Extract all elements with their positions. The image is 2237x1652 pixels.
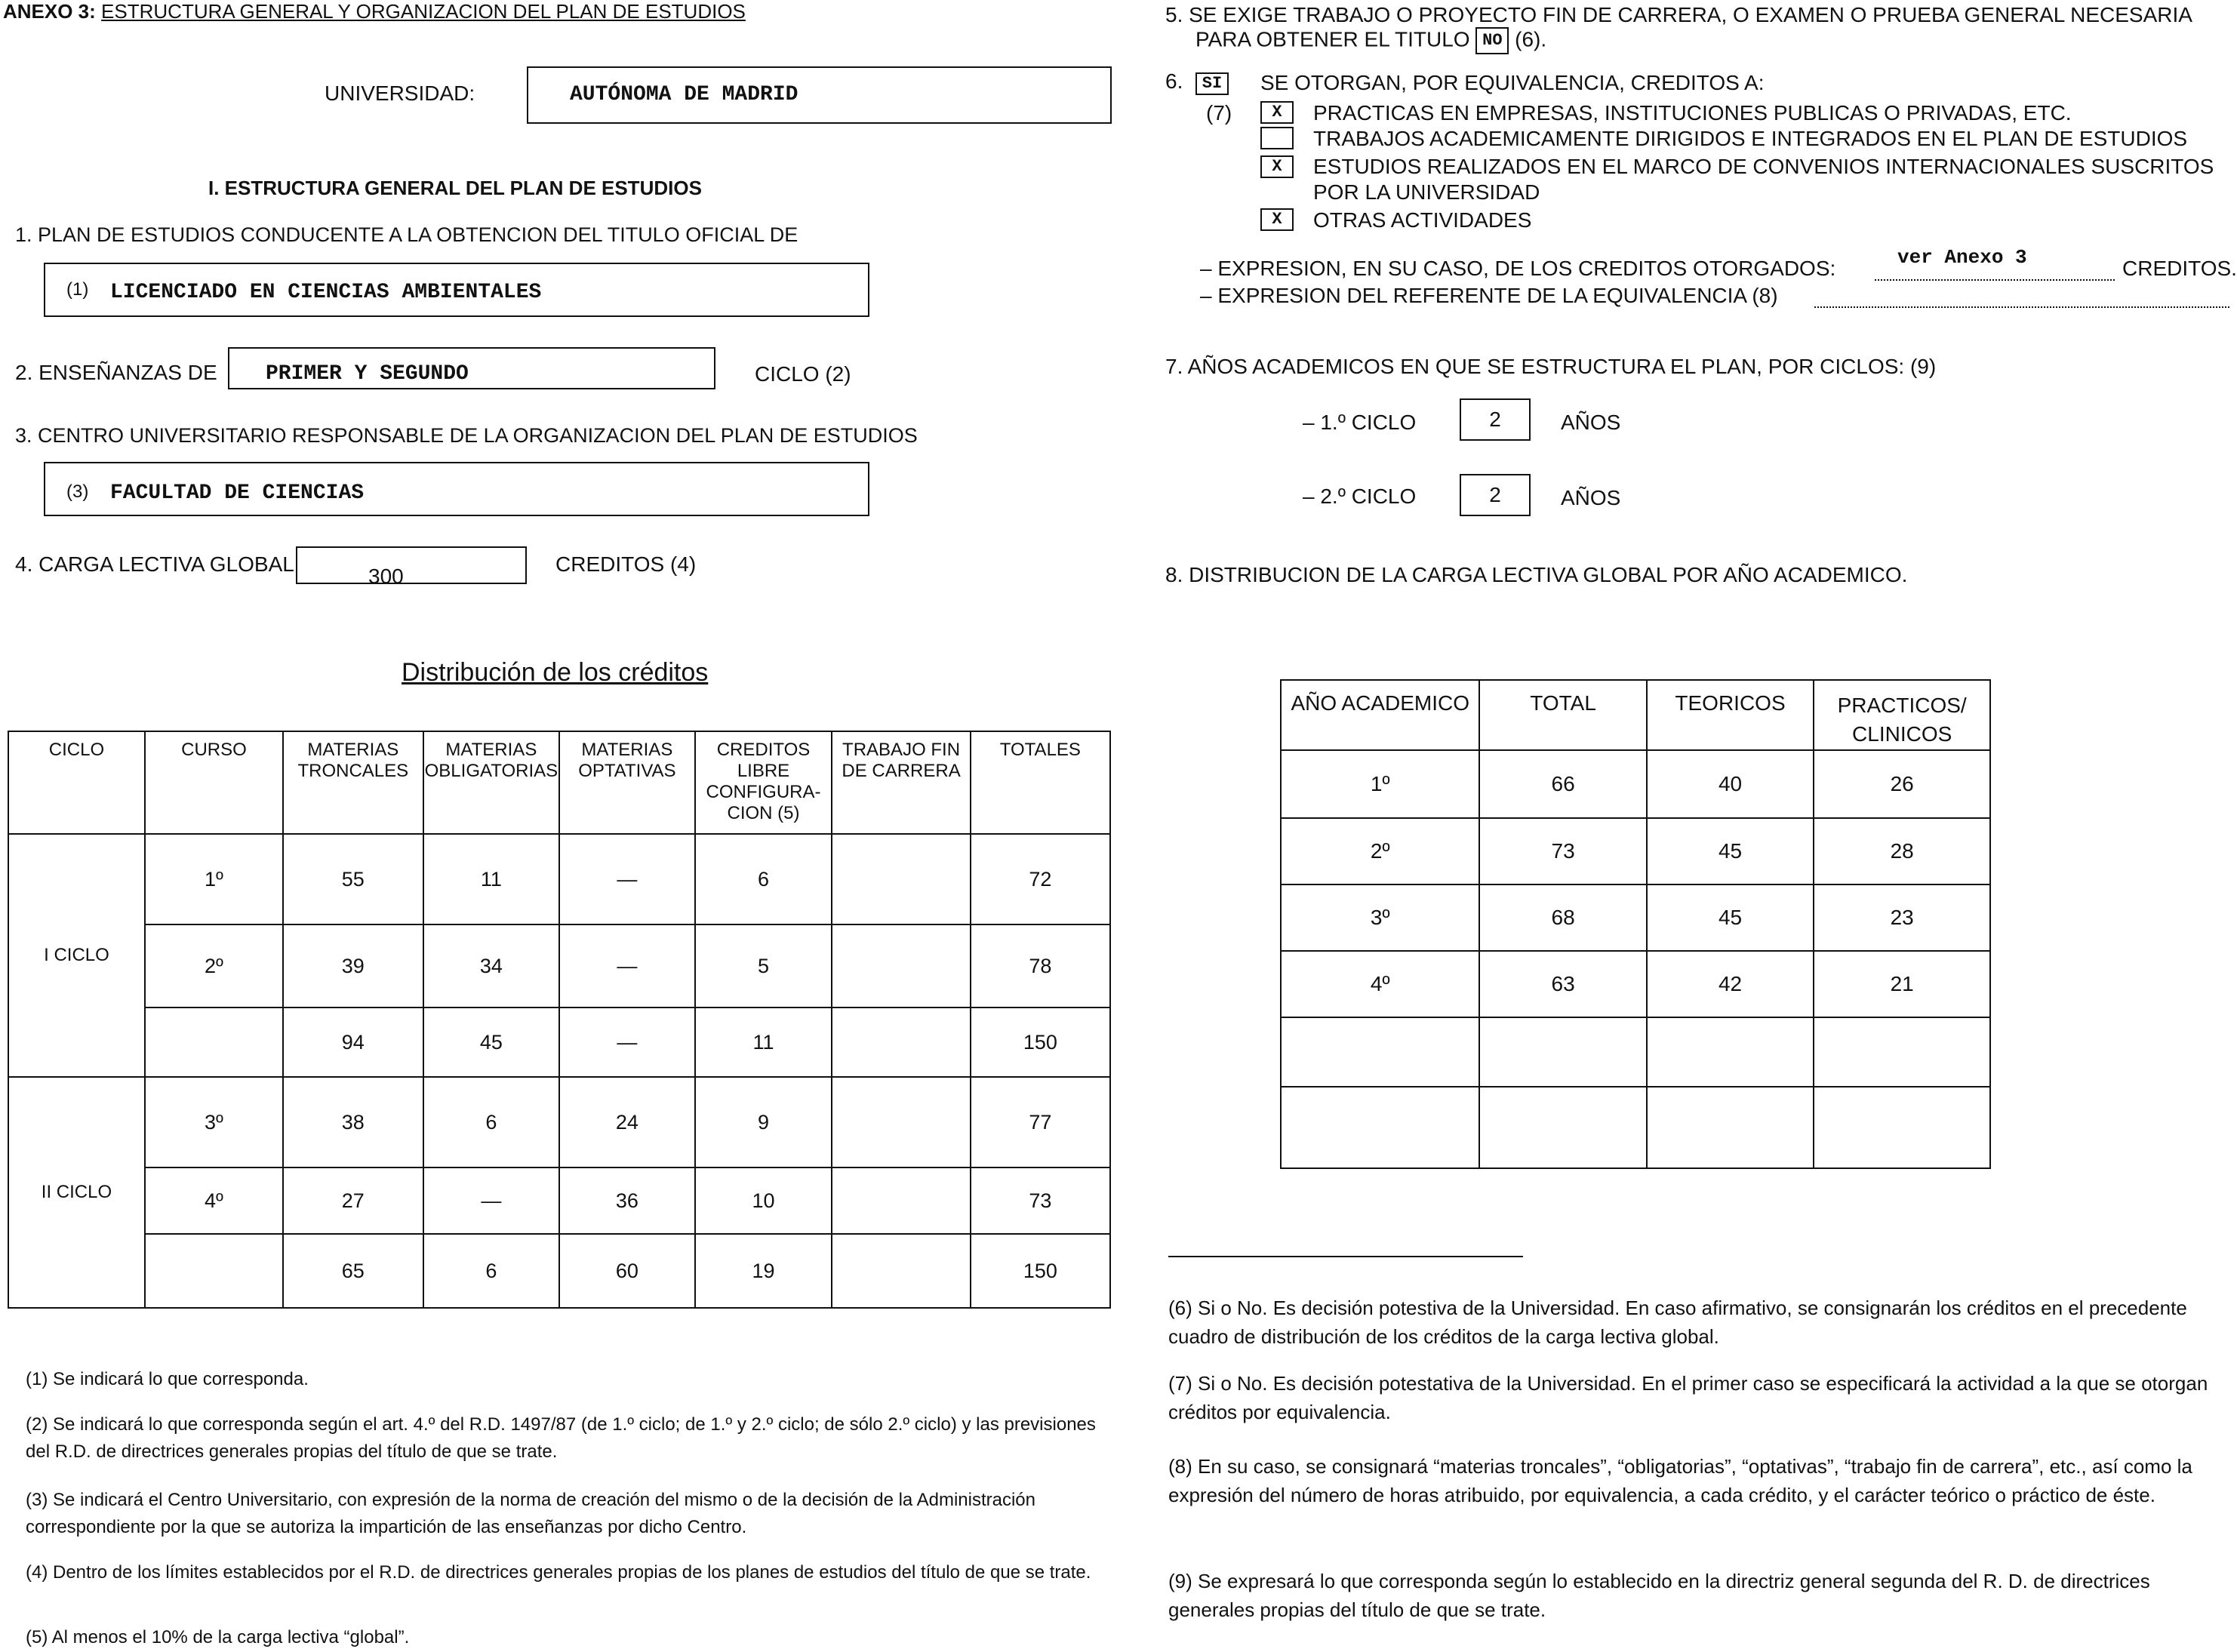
item7-label: 7. AÑOS ACADEMICOS EN QUE SE ESTRUCTURA EL PLAN, POR CICLOS: (9) [1165,355,1937,378]
table-cell: 45 [1647,884,1814,951]
table-cell: 3º [145,1077,283,1167]
footnote: (7) Si o No. Es decisión potestativa de la Universidad. En el primer caso se especificará la actividad a la que se otorgan créditos por equivalencia. [1168,1372,2208,1423]
option-label: ESTUDIOS REALIZADOS EN EL MARCO DE CONVENIOS INTERNACIONALES SUSCRITOS POR LA UNIVERSIDAD [1313,155,2214,204]
table-cell: 9 [695,1077,832,1167]
universidad-value: AUTÓNOMA DE MADRID [570,83,798,106]
ciclo1-years-box [1460,398,1531,441]
option-checkbox [1260,127,1294,149]
item2-suffix: CICLO (2) [755,362,851,386]
footnote: (5) Al menos el 10% de la carga lectiva “global”. [26,1627,410,1647]
table-cell: 5 [695,924,832,1008]
table-row [8,1008,1110,1077]
ciclo1-unit: AÑOS [1561,411,1621,434]
col-header: MATERIAS OBLIGATORIAS [423,731,560,834]
table-cell [1647,1087,1814,1168]
table-cell: 73 [971,1167,1110,1234]
table-cell: 72 [971,834,1110,924]
expr1-label: – EXPRESION, EN SU CASO, DE LOS CREDITOS OTORGADOS: [1200,257,1836,280]
footnote: (4) Dentro de los límites establecidos por el R.D. de directrices generales propias de los planes de estudios del título de que se trate. [26,1562,1091,1583]
table-cell: 36 [559,1167,695,1234]
col-header: CURSO [145,731,283,834]
table-row [1281,818,1990,884]
col-header: PRACTICOS/ CLINICOS [1814,680,1990,750]
table-row [8,1077,1110,1167]
table-cell: 2º [145,924,283,1008]
table-cell: 150 [971,1234,1110,1308]
expr2-dots [1814,285,2229,308]
table-cell: 94 [283,1008,423,1077]
table-cell: 77 [971,1077,1110,1167]
item2-label: 2. ENSEÑANZAS DE [15,361,217,384]
item5-ref: (6). [1515,27,1547,51]
item4-label: 4. CARGA LECTIVA GLOBAL [15,552,294,576]
ciclo-cell: II CICLO [8,1077,145,1308]
item4-suffix: CREDITOS (4) [555,552,697,576]
option-checkbox: X [1260,155,1294,178]
item2-value: PRIMER Y SEGUNDO [266,362,469,386]
table-row [8,1234,1110,1308]
item3-ref: (3) [66,481,89,502]
annex-title: ESTRUCTURA GENERAL Y ORGANIZACION DEL PLAN DE ESTUDIOS [101,0,746,23]
table-cell: 23 [1814,884,1990,951]
table-cell [832,1167,970,1234]
table-cell: — [559,924,695,1008]
item8-label: 8. DISTRIBUCION DE LA CARGA LECTIVA GLOBAL POR AÑO ACADEMICO. [1165,563,1908,586]
item1-value: LICENCIADO EN CIENCIAS AMBIENTALES [110,281,542,304]
table-cell: 11 [695,1008,832,1077]
universidad-box [527,66,1112,124]
item5-answer-box: NO [1475,27,1509,54]
ciclo-cell: I CICLO [8,834,145,1077]
table-cell [145,1234,283,1308]
ciclo2-years: 2 [1489,483,1501,506]
ciclo2-years-box [1460,474,1531,516]
table-cell: 27 [283,1167,423,1234]
item1-label: 1. PLAN DE ESTUDIOS CONDUCENTE A LA OBTENCION DEL TITULO OFICIAL DE [15,223,798,246]
col-header: AÑO ACADEMICO [1281,680,1479,750]
item1-ref: (1) [66,279,89,300]
table-cell [832,1008,970,1077]
table-cell: 55 [283,834,423,924]
section-title: I. ESTRUCTURA GENERAL DEL PLAN DE ESTUDIOS [208,177,702,199]
distribution-header-row [8,731,1110,834]
table-cell: 38 [283,1077,423,1167]
footnote: (1) Se indicará lo que corresponda. [26,1369,309,1389]
item6-num: 6. [1165,69,1183,93]
item3-label: 3. CENTRO UNIVERSITARIO RESPONSABLE DE LA ORGANIZACION DEL PLAN DE ESTUDIOS [15,424,918,447]
item5-line1: 5. SE EXIGE TRABAJO O PROYECTO FIN DE CARRERA, O EXAMEN O PRUEBA GENERAL NECESARIA [1165,3,2192,26]
table-cell: 78 [971,924,1110,1008]
table-cell [1281,1017,1479,1087]
footnote: (6) Si o No. Es decisión potestiva de la Universidad. En caso afirmativo, se consignarán los créditos en el precedente cuadro de distribución de los créditos de la carga lectiva global. [1168,1297,2187,1348]
table-row [8,1167,1110,1234]
footnote: (3) Se indicará el Centro Universitario, con expresión de la norma de creación del mismo o de la decisión de la Administración correspondiente por la que se autoriza la impartición de las enseñanzas por dicho Centro. [26,1490,1035,1537]
option-checkbox: X [1260,208,1294,231]
option-label: TRABAJOS ACADEMICAMENTE DIRIGIDOS E INTEGRADOS EN EL PLAN DE ESTUDIOS [1313,127,2188,150]
item3-value: FACULTAD DE CIENCIAS [110,481,365,505]
table-cell: 40 [1647,750,1814,818]
footnote: (8) En su caso, se consignará “materias troncales”, “obligatorias”, “optativas”, “trabajo fin de carrera”, etc., así como la expresión del número de horas atribuido, por equivalencia, a cada crédito, y el carácter teórico o práctico de éste. [1168,1455,2192,1506]
table-cell [1479,1017,1646,1087]
table-cell: — [559,834,695,924]
table-cell [1647,1017,1814,1087]
table-cell [832,834,970,924]
table-cell: 42 [1647,951,1814,1017]
distribution-table [8,731,1111,1309]
table-cell: 24 [559,1077,695,1167]
table-cell: 66 [1479,750,1646,818]
ciclo1-years: 2 [1489,408,1501,431]
table-cell: 45 [423,1008,560,1077]
option-label: OTRAS ACTIVIDADES [1313,208,1532,232]
ciclo2-label: – 2.º CICLO [1303,485,1417,508]
table-cell [1814,1087,1990,1168]
table-cell: 26 [1814,750,1990,818]
table-cell: — [559,1008,695,1077]
ciclo2-unit: AÑOS [1561,486,1621,509]
col-header: MATERIAS OPTATIVAS [559,731,695,834]
option-label: PRACTICAS EN EMPRESAS, INSTITUCIONES PUBLICAS O PRIVADAS, ETC. [1313,101,2072,125]
table-cell [832,924,970,1008]
item1-box [44,263,869,317]
annex-header [3,0,746,23]
table-cell: 6 [695,834,832,924]
table-row [1281,1017,1990,1087]
table-cell: 4º [1281,951,1479,1017]
table-cell: 11 [423,834,560,924]
ciclo1-label: – 1.º CICLO [1303,411,1417,434]
table-cell: 6 [423,1077,560,1167]
table-cell: 73 [1479,818,1646,884]
table-cell [832,1234,970,1308]
distribution-title: Distribución de los créditos [402,658,709,687]
item2-box [228,347,715,389]
table-row [8,924,1110,1008]
table-row [1281,1087,1990,1168]
item6-label: SE OTORGAN, POR EQUIVALENCIA, CREDITOS A: [1260,71,1765,94]
table-cell: 1º [1281,750,1479,818]
footnote: (9) Se expresará lo que corresponda según lo establecido en la directriz general segunda del R. D. de directrices generales propias del título de que se trate. [1168,1570,2150,1621]
expr1-suffix: CREDITOS. [2122,257,2237,280]
table-cell [832,1077,970,1167]
table-cell [1814,1017,1990,1087]
item5-label: PARA OBTENER EL TITULO [1195,27,1470,51]
table-cell [1281,1087,1479,1168]
footnote: (2) Se indicará lo que corresponda según el art. 4.º del R.D. 1497/87 (de 1.º ciclo; de 1.º y 2.º ciclo; de sólo 2.º ciclo) y las previsiones del R.D. de directrices generales propias del título de que se trate. [26,1414,1096,1462]
col-header: CREDITOS LIBRE CONFIGURA- CION (5) [695,731,832,834]
table-cell: 63 [1479,951,1646,1017]
table-cell: 34 [423,924,560,1008]
table-cell: 39 [283,924,423,1008]
col-header: TEORICOS [1647,680,1814,750]
table-cell: 45 [1647,818,1814,884]
table-cell: 28 [1814,818,1990,884]
year-table [1280,679,1991,1169]
table-cell: 65 [283,1234,423,1308]
table-row [1281,750,1990,818]
item4-value: 300 [368,565,404,588]
table-cell: 19 [695,1234,832,1308]
table-cell: 150 [971,1008,1110,1077]
col-header: TOTALES [971,731,1110,834]
table-cell: 68 [1479,884,1646,951]
option-checkbox: X [1260,101,1294,124]
table-cell: 6 [423,1234,560,1308]
table-cell: 2º [1281,818,1479,884]
expr2-label: – EXPRESION DEL REFERENTE DE LA EQUIVALENCIA (8) [1200,284,1778,307]
table-row [1281,884,1990,951]
table-cell: — [423,1167,560,1234]
item6-answer-box: SI [1195,72,1229,95]
table-cell [145,1008,283,1077]
item6-ref: (7) [1206,101,1232,125]
table-cell: 21 [1814,951,1990,1017]
item5-line2 [1195,27,1546,54]
col-header: MATERIAS TRONCALES [283,731,423,834]
table-cell: 60 [559,1234,695,1308]
table-row [8,834,1110,924]
col-header: TOTAL [1479,680,1646,750]
annex-label: ANEXO 3: [3,0,96,23]
table-cell [1479,1087,1646,1168]
year-header-row [1281,680,1990,750]
col-header: CICLO [8,731,145,834]
table-cell: 10 [695,1167,832,1234]
table-row [1281,951,1990,1017]
expr1-dots [1875,246,2115,281]
table-cell: 1º [145,834,283,924]
footnote-separator [1168,1256,1523,1257]
expr1-value: ver Anexo 3 [1897,246,2027,269]
item3-box [44,462,869,516]
col-header: TRABAJO FIN DE CARRERA [832,731,970,834]
universidad-label: UNIVERSIDAD: [325,82,475,105]
table-cell: 4º [145,1167,283,1234]
item4-box [296,546,527,588]
table-cell: 3º [1281,884,1479,951]
